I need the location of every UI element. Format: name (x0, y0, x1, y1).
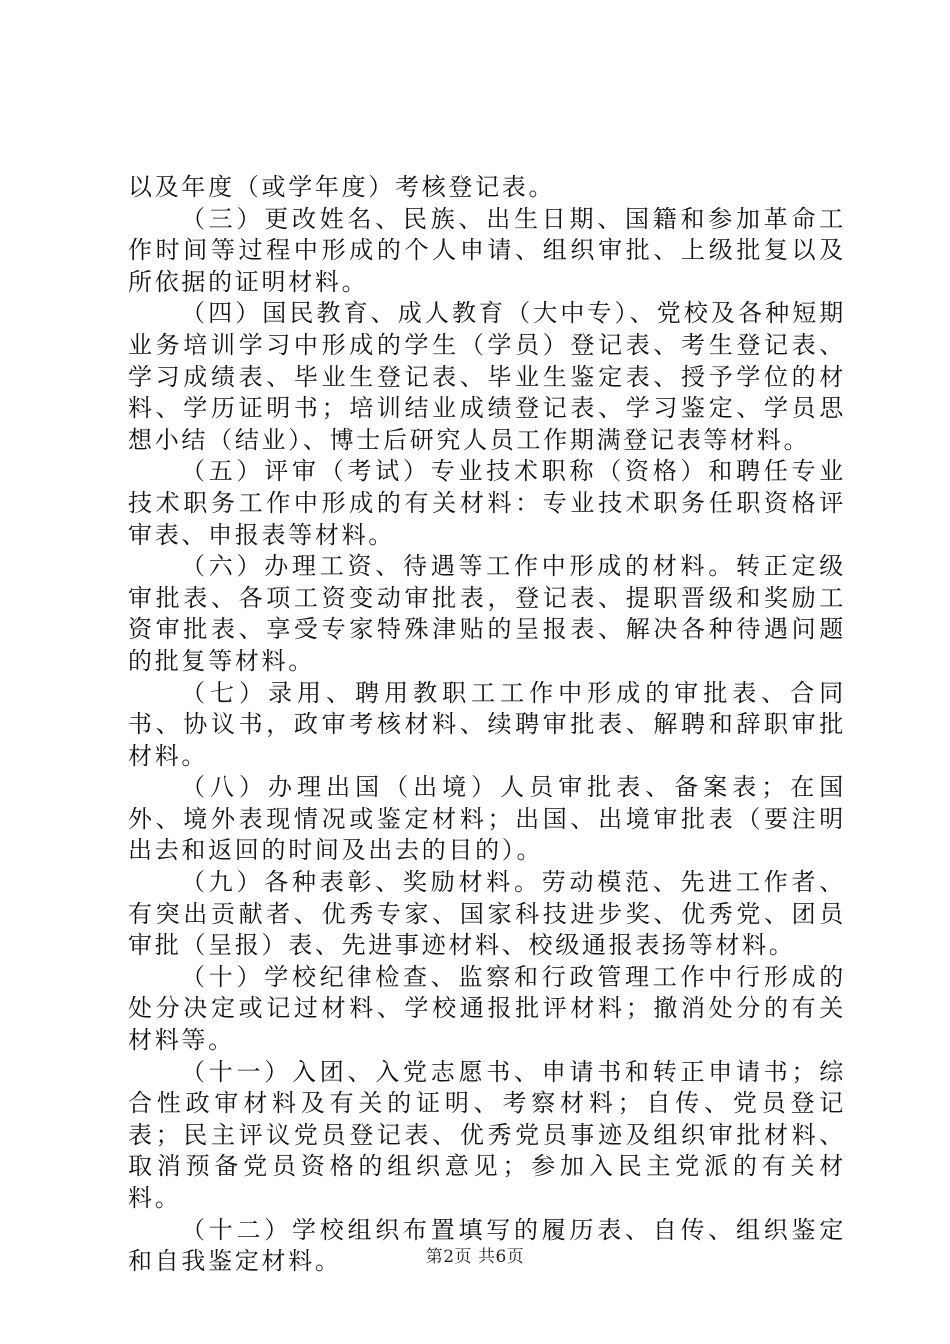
paragraph-item-3: （三）更改姓名、民族、出生日期、国籍和参加革命工作时间等过程中形成的个人申请、组织审批、上级批复以及所依据的证明材料。 (128, 204, 846, 296)
document-body (128, 172, 846, 1278)
paragraph-item-5: （五）评审（考试）专业技术职称（资格）和聘任专业技术职务工作中形成的有关材料：专业技术职务任职资格评审表、申报表等材料。 (128, 457, 846, 549)
paragraph-continuation: 以及年度（或学年度）考核登记表。 (128, 173, 556, 201)
paragraph-item-11: （十一）入团、入党志愿书、申请书和转正申请书；综合性政审材料及有关的证明、考察材料；自传、党员登记表；民主评议党员登记表、优秀党员事迹及组织审批材料、取消预备党员资格的组织意见；参加入民主党派的有关材料。 (128, 1057, 846, 1212)
page-number-footer: 第2页 共6页 (425, 1247, 525, 1267)
paragraph-item-12: （十二）学校组织布置填写的履历表、自传、组织鉴定和自我鉴定材料。 (128, 1215, 846, 1276)
paragraph-item-7: （七）录用、聘用教职工工作中形成的审批表、合同书、协议书，政审考核材料、续聘审批表、解聘和辞职审批材料。 (128, 678, 846, 770)
paragraph-item-8: （八）办理出国（出境）人员审批表、备案表；在国外、境外表现情况或鉴定材料；出国、出境审批表（要注明出去和返回的时间及出去的目的）。 (128, 773, 846, 865)
paragraph-item-9: （九）各种表彰、奖励材料。劳动模范、先进工作者、有突出贡献者、优秀专家、国家科技进步奖、优秀党、团员审批（呈报）表、先进事迹材料、校级通报表扬等材料。 (128, 868, 846, 960)
paragraph-item-4: （四）国民教育、成人教育（大中专）、党校及各种短期业务培训学习中形成的学生（学员）登记表、考生登记表、学习成绩表、毕业生登记表、毕业生鉴定表、授予学位的材料、学历证明书；培训结业成绩登记表、学习鉴定、学员思想小结（结业）、博士后研究人员工作期满登记表等材料。 (128, 299, 846, 454)
paragraph-item-10: （十）学校纪律检查、监察和行政管理工作中行形成的处分决定或记过材料、学校通报批评材料；撤消处分的有关材料等。 (128, 962, 846, 1055)
paragraph-item-6: （六）办理工资、待遇等工作中形成的材料。转正定级审批表、各项工资变动审批表，登记表、提职晋级和奖励工资审批表、享受专家特殊津贴的呈报表、解决各种待遇问题的批复等材料。 (128, 552, 846, 675)
